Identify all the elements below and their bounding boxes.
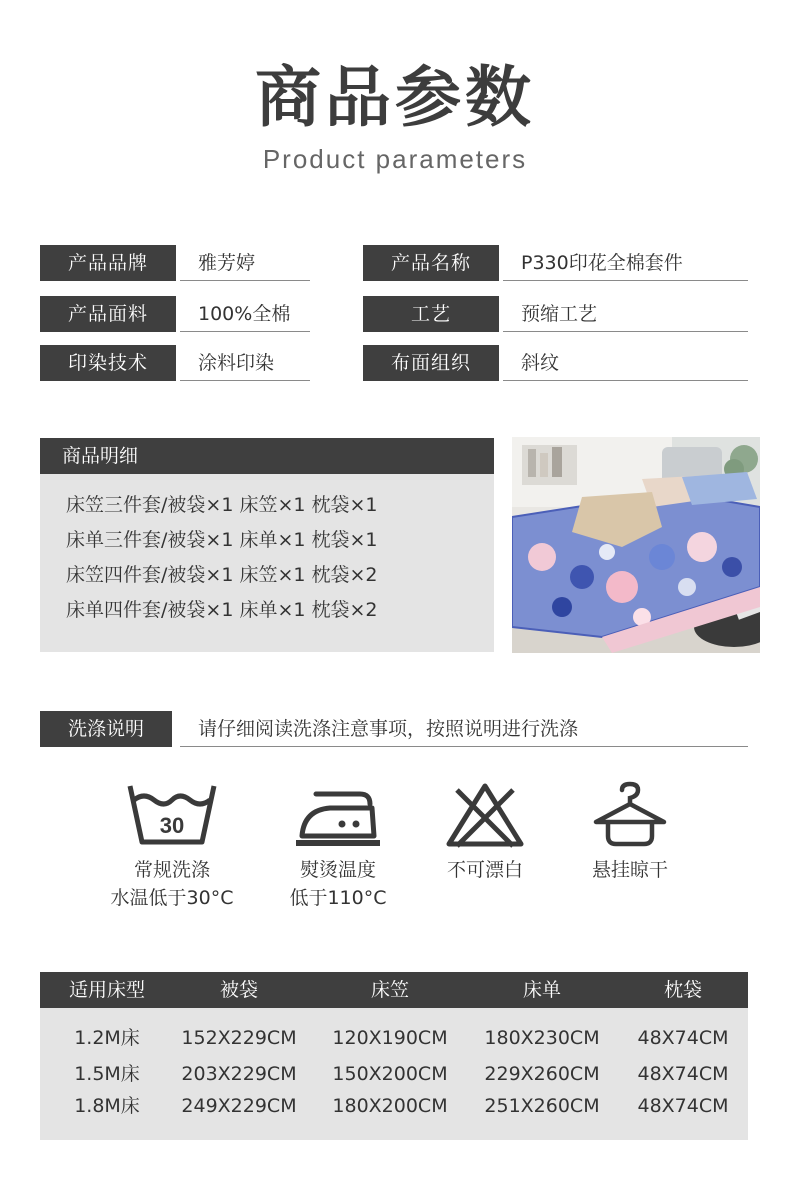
param-value: 100%全棉 [180, 296, 310, 332]
table-header-cell: 适用床型 [68, 979, 145, 1001]
param-value: 雅芳婷 [180, 245, 310, 281]
table-header-cell: 床单 [522, 979, 561, 1001]
table-header-cell: 枕袋 [663, 979, 702, 1001]
wash-30-icon [122, 780, 222, 850]
page-subtitle: Product parameters [262, 144, 528, 174]
detail-line: 床单四件套/被袋×1 床单×1 枕袋×2 [66, 599, 378, 621]
care-item-wash [92, 780, 252, 912]
table-cell: 1.8M床 [74, 1095, 140, 1117]
table-cell: 180X200CM [332, 1095, 448, 1117]
table-cell: 203X229CM [181, 1063, 297, 1085]
param-craft [363, 296, 748, 332]
wash-temp: 30 [159, 813, 185, 838]
table-cell: 48X74CM [637, 1095, 729, 1117]
table-row [40, 1021, 748, 1055]
care-item-no-bleach [405, 780, 565, 884]
table-cell: 1.5M床 [74, 1063, 140, 1085]
param-value: P330印花全棉套件 [503, 245, 748, 281]
washing-label: 洗涤说明 [40, 711, 172, 747]
param-label: 产品面料 [40, 296, 176, 332]
table-cell: 120X190CM [332, 1027, 448, 1049]
product-photo [512, 437, 760, 653]
care-caption: 水温低于30°C [110, 887, 234, 909]
detail-line: 床笠四件套/被袋×1 床笠×1 枕袋×2 [66, 564, 378, 586]
detail-line: 床单三件套/被袋×1 床单×1 枕袋×1 [66, 529, 378, 551]
table-header-cell: 床笠 [370, 979, 409, 1001]
care-caption: 熨烫温度 [299, 859, 376, 881]
washing-note: 请仔细阅读洗涤注意事项，按照说明进行洗涤 [180, 711, 748, 747]
param-fabric [40, 296, 310, 332]
param-label: 印染技术 [40, 345, 176, 381]
param-label: 产品品牌 [40, 245, 176, 281]
iron-icon [288, 780, 388, 850]
table-header-cell: 被袋 [219, 979, 258, 1001]
table-cell: 152X229CM [181, 1027, 297, 1049]
care-caption: 常规洗涤 [133, 859, 210, 881]
details-title: 商品明细 [40, 438, 494, 474]
size-table-header [40, 972, 748, 1008]
param-value: 预缩工艺 [503, 296, 748, 332]
param-product-name [363, 245, 748, 281]
detail-line: 床笠三件套/被袋×1 床笠×1 枕袋×1 [66, 494, 378, 516]
table-cell: 229X260CM [484, 1063, 600, 1085]
table-cell: 180X230CM [484, 1027, 600, 1049]
care-caption: 低于110°C [289, 887, 387, 909]
table-row [40, 1057, 748, 1091]
care-caption: 悬挂晾干 [591, 859, 668, 881]
table-cell: 1.2M床 [74, 1027, 140, 1049]
table-cell: 251X260CM [484, 1095, 600, 1117]
page-title: 商品参数 [255, 59, 535, 136]
no-bleach-icon [435, 780, 535, 850]
param-weave [363, 345, 748, 381]
param-value: 涂料印染 [180, 345, 310, 381]
table-cell: 48X74CM [637, 1027, 729, 1049]
param-label: 布面组织 [363, 345, 499, 381]
param-brand [40, 245, 310, 281]
details-panel [40, 474, 494, 652]
table-cell: 150X200CM [332, 1063, 448, 1085]
param-label: 产品名称 [363, 245, 499, 281]
care-item-iron [258, 780, 418, 912]
table-cell: 48X74CM [637, 1063, 729, 1085]
param-label: 工艺 [363, 296, 499, 332]
hang-dry-icon [580, 780, 680, 850]
param-dyeing [40, 345, 310, 381]
table-cell: 249X229CM [181, 1095, 297, 1117]
table-row [40, 1089, 748, 1123]
care-item-hang-dry [550, 780, 710, 884]
param-value: 斜纹 [503, 345, 748, 381]
care-caption: 不可漂白 [446, 859, 523, 881]
bedding-illustration [512, 437, 760, 653]
size-table-body [40, 1008, 748, 1140]
